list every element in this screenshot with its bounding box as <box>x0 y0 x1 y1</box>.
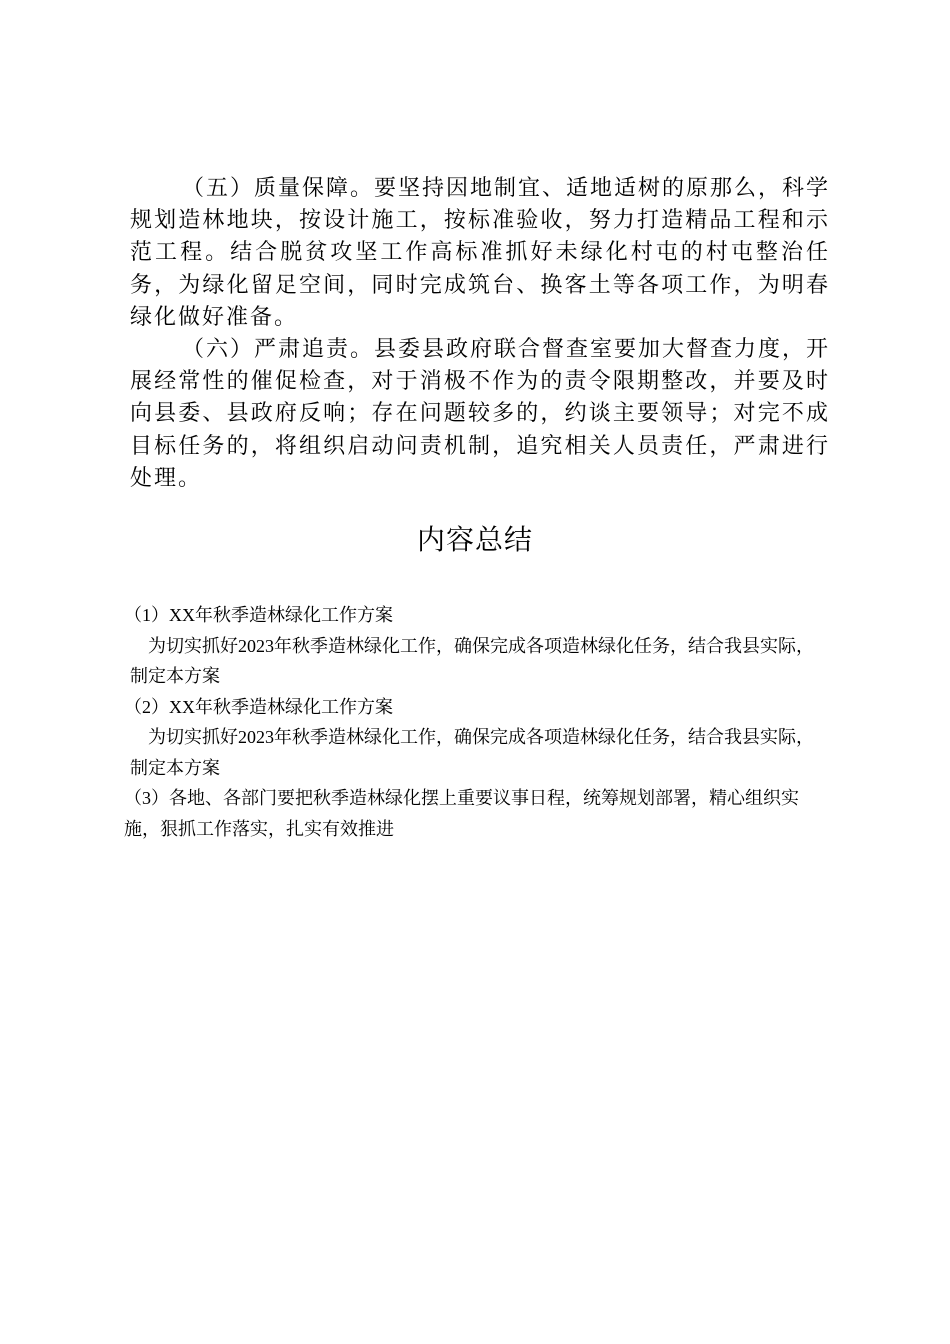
summary-item-1-title: （1）XX年秋季造林绿化工作方案 <box>124 605 393 625</box>
summary-item-2-desc: 为切实抓好2023年秋季造林绿化工作，确保完成各项造林绿化任务，结合我县实际，制定本方案 <box>130 727 814 778</box>
summary-title: 内容总结 <box>416 523 533 556</box>
paragraph-quality-assurance: （五）质量保障。要坚持因地制宜、适地适树的原那么，科学规划造林地块，按设计施工，按标准验收，努力打造精品工程和示范工程。结合脱贫攻坚工作高标准抓好未绿化村屯的村屯整治任务，为绿化留足空间，同时完成筑台、换客土等各项工作，为明春绿化做好准备。 <box>130 176 831 330</box>
body-text <box>130 173 830 495</box>
summary-item-3-title: （3）各地、各部门要把秋季造林绿化摆上重要议事日程，统筹规划部署，精心组织实施，狠抓工作落实，扎实有效推进 <box>124 788 799 839</box>
paragraph-accountability: （六）严肃追责。县委县政府联合督查室要加大督查力度，开展经常性的催促检查，对于消极不作为的责令限期整改，并要及时向县委、县政府反响；存在问题较多的，约谈主要领导；对完不成目标任务的，将组织启动问责机制，追究相关人员责任，严肃进行处理。 <box>130 337 831 491</box>
summary-item-2-title: （2）XX年秋季造林绿化工作方案 <box>124 696 393 717</box>
summary-item-1-desc: 为切实抓好2023年秋季造林绿化工作，确保完成各项造林绿化任务，结合我县实际，制定本方案 <box>130 635 814 686</box>
summary-section <box>124 600 825 844</box>
